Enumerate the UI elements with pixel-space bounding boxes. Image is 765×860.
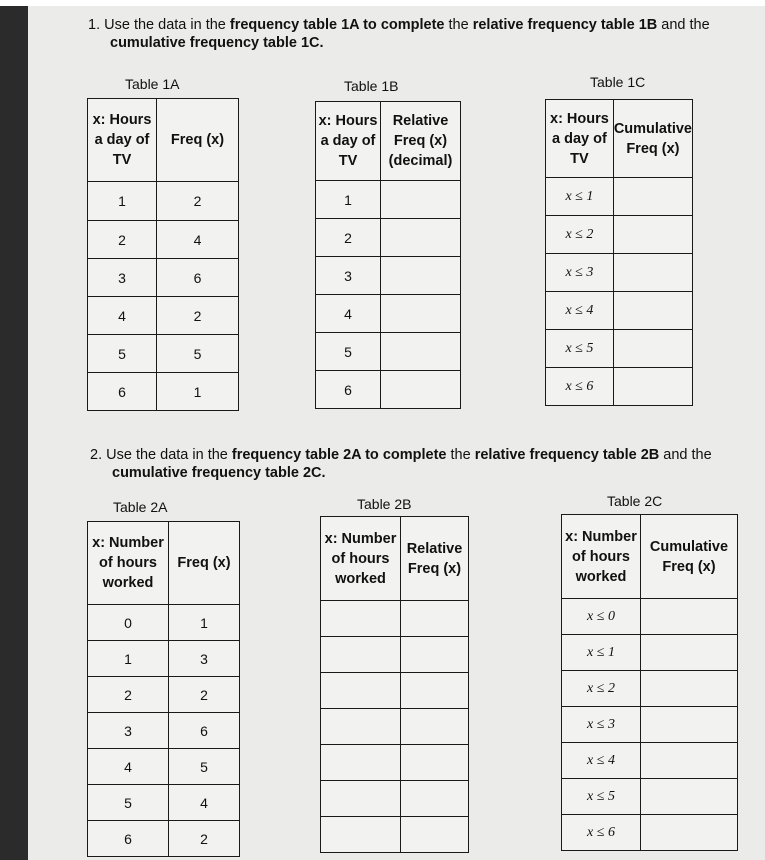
table-2b (320, 516, 469, 853)
answer-cell[interactable] (641, 635, 738, 671)
answer-cell[interactable] (641, 815, 738, 851)
question-number: 2. (90, 447, 103, 463)
answer-cell[interactable] (381, 257, 461, 295)
answer-cell[interactable] (401, 709, 469, 745)
table-row: 3 6 (88, 713, 240, 749)
answer-cell[interactable] (381, 295, 461, 333)
table-row: 2 4 (88, 221, 239, 259)
table-1c-header-cumfreq: Cumulative Freq (x) (613, 100, 692, 178)
table-1a (87, 98, 239, 411)
answer-cell[interactable] (641, 743, 738, 779)
table-row: 1 (316, 181, 461, 219)
answer-cell[interactable] (321, 709, 401, 745)
table-row: x ≤ 2 (546, 216, 693, 254)
table-row (321, 601, 469, 637)
answer-cell[interactable] (641, 599, 738, 635)
answer-cell[interactable] (381, 181, 461, 219)
page-top-edge (0, 0, 765, 6)
table-row: 5 4 (88, 785, 240, 821)
table-2c-caption: Table 2C (607, 493, 663, 509)
answer-cell[interactable] (613, 254, 692, 292)
table-row: 4 (316, 295, 461, 333)
table-row (321, 781, 469, 817)
answer-cell[interactable] (381, 371, 461, 409)
answer-cell[interactable] (613, 292, 692, 330)
table-1b-caption: Table 1B (344, 78, 399, 94)
table-2b-header-x: x: Number of hours worked (321, 517, 401, 601)
table-row: 5 5 (88, 335, 239, 373)
answer-cell[interactable] (401, 601, 469, 637)
table-1b (315, 101, 461, 409)
table-row: 6 2 (88, 821, 240, 857)
table-1c (545, 99, 693, 406)
answer-cell[interactable] (401, 673, 469, 709)
table-row: 2 2 (88, 677, 240, 713)
answer-cell[interactable] (401, 745, 469, 781)
table-row: 5 (316, 333, 461, 371)
answer-cell[interactable] (641, 707, 738, 743)
table-row: x ≤ 3 (546, 254, 693, 292)
table-1a-header-freq: Freq (x) (157, 99, 239, 182)
answer-cell[interactable] (613, 216, 692, 254)
table-row: 3 (316, 257, 461, 295)
table-row: 1 2 (88, 182, 239, 221)
table-row: 3 6 (88, 259, 239, 297)
answer-cell[interactable] (321, 673, 401, 709)
table-row (321, 637, 469, 673)
table-row: 6 (316, 371, 461, 409)
answer-cell[interactable] (613, 178, 692, 216)
table-row: x ≤ 1 (562, 635, 738, 671)
answer-cell[interactable] (321, 601, 401, 637)
answer-cell[interactable] (321, 781, 401, 817)
table-row: x ≤ 4 (546, 292, 693, 330)
question-1: 1. Use the data in the frequency table 1A to complete the relative frequency table 1B and the cumulative frequency table 1C. (88, 17, 710, 51)
table-row (321, 817, 469, 853)
answer-cell[interactable] (401, 817, 469, 853)
question-2: 2. Use the data in the frequency table 2A to complete the relative frequency table 2B and the cumulative frequency table 2C. (90, 447, 712, 481)
table-1b-header-relfreq: Relative Freq (x) (decimal) (381, 102, 461, 181)
table-row: 2 (316, 219, 461, 257)
answer-cell[interactable] (381, 333, 461, 371)
table-1c-caption: Table 1C (590, 74, 646, 90)
answer-cell[interactable] (321, 817, 401, 853)
table-1b-header-x: x: Hours a day of TV (316, 102, 381, 181)
table-row: 4 2 (88, 297, 239, 335)
table-2a (87, 521, 240, 857)
answer-cell[interactable] (321, 637, 401, 673)
table-row: 1 3 (88, 641, 240, 677)
table-row (321, 673, 469, 709)
table-2a-header-freq: Freq (x) (169, 522, 240, 605)
answer-cell[interactable] (381, 219, 461, 257)
table-2a-header-x: x: Number of hours worked (88, 522, 169, 605)
table-row: x ≤ 0 (562, 599, 738, 635)
table-row: x ≤ 5 (562, 779, 738, 815)
table-row: x ≤ 5 (546, 330, 693, 368)
table-row: x ≤ 6 (546, 368, 693, 406)
answer-cell[interactable] (641, 671, 738, 707)
answer-cell[interactable] (401, 781, 469, 817)
table-2b-header-relfreq: Relative Freq (x) (401, 517, 469, 601)
table-row (321, 709, 469, 745)
answer-cell[interactable] (613, 368, 692, 406)
table-row: x ≤ 1 (546, 178, 693, 216)
answer-cell[interactable] (613, 330, 692, 368)
table-row: 4 5 (88, 749, 240, 785)
table-row: x ≤ 6 (562, 815, 738, 851)
table-1a-caption: Table 1A (125, 76, 180, 92)
table-2c-header-x: x: Number of hours worked (562, 515, 641, 599)
table-row: 6 1 (88, 373, 239, 411)
table-row: x ≤ 3 (562, 707, 738, 743)
table-2b-caption: Table 2B (357, 496, 412, 512)
table-row: x ≤ 4 (562, 743, 738, 779)
table-1c-header-x: x: Hours a day of TV (546, 100, 614, 178)
table-1a-header-x: x: Hours a day of TV (88, 99, 157, 182)
answer-cell[interactable] (401, 637, 469, 673)
table-2c-header-cumfreq: Cumulative Freq (x) (641, 515, 738, 599)
answer-cell[interactable] (321, 745, 401, 781)
table-2a-caption: Table 2A (113, 499, 168, 515)
table-2c (561, 514, 738, 851)
answer-cell[interactable] (641, 779, 738, 815)
question-number: 1. (88, 17, 101, 33)
table-row: x ≤ 2 (562, 671, 738, 707)
table-row (321, 745, 469, 781)
table-row: 0 1 (88, 605, 240, 641)
